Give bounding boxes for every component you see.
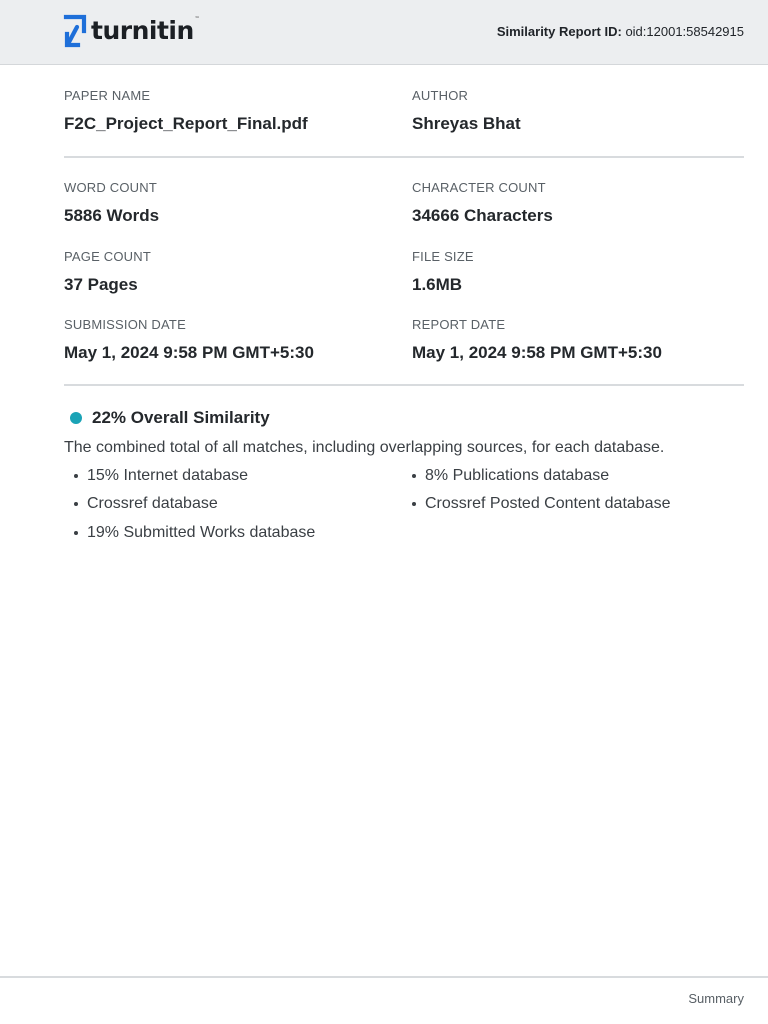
word-count-label: WORD COUNT <box>64 180 157 195</box>
submission-date-label: SUBMISSION DATE <box>64 317 186 332</box>
page-count-field <box>64 249 151 296</box>
submission-date-value: May 1, 2024 9:58 PM GMT+5:30 <box>64 343 314 362</box>
report-id-value: oid:12001:58542915 <box>625 24 744 39</box>
similarity-description: The combined total of all matches, including overlapping sources, for each database. <box>64 439 665 456</box>
database-list-item <box>74 524 315 542</box>
character-count-value: 34666 Characters <box>412 206 553 225</box>
bullet-icon <box>74 531 78 535</box>
author-value: Shreyas Bhat <box>412 114 521 133</box>
file-size-value: 1.6MB <box>412 275 463 294</box>
paper-name-field <box>64 88 308 135</box>
submission-date-field <box>64 317 314 364</box>
page-count-label: PAGE COUNT <box>64 249 151 264</box>
character-count-label: CHARACTER COUNT <box>412 180 546 195</box>
bullet-icon <box>74 502 78 506</box>
author-label: AUTHOR <box>412 88 469 103</box>
report-date-field <box>412 317 662 364</box>
database-list-item <box>74 495 218 513</box>
word-count-field <box>64 180 159 227</box>
database-label: 15% Internet database <box>87 467 249 484</box>
database-list-item <box>412 467 609 485</box>
paper-name-value: F2C_Project_Report_Final.pdf <box>64 114 308 133</box>
similarity-report-id <box>497 24 744 39</box>
paper-name-label: PAPER NAME <box>64 88 151 103</box>
database-label: Crossref Posted Content database <box>425 495 671 512</box>
section-divider <box>64 384 744 386</box>
report-header <box>0 0 768 65</box>
turnitin-logo-icon <box>63 14 87 50</box>
author-field <box>412 88 521 135</box>
footer-section-label: Summary <box>688 991 744 1006</box>
page-count-value: 37 Pages <box>64 275 138 294</box>
overall-similarity-heading <box>70 408 270 428</box>
bullet-icon <box>412 474 416 478</box>
turnitin-logo <box>63 14 199 50</box>
overall-similarity-title: 22% Overall Similarity <box>92 408 270 427</box>
logo-wordmark: turnitin™ <box>91 15 200 45</box>
database-label: 19% Submitted Works database <box>87 524 316 541</box>
character-count-field <box>412 180 553 227</box>
database-list-item <box>74 467 248 485</box>
section-divider <box>64 156 744 158</box>
word-count-value: 5886 Words <box>64 206 160 225</box>
database-label: Crossref database <box>87 495 218 512</box>
database-label: 8% Publications database <box>425 467 610 484</box>
database-list-item <box>412 495 670 513</box>
bullet-icon <box>74 474 78 478</box>
report-date-value: May 1, 2024 9:58 PM GMT+5:30 <box>412 343 662 362</box>
report-date-label: REPORT DATE <box>412 317 506 332</box>
file-size-label: FILE SIZE <box>412 249 474 264</box>
footer-divider <box>0 976 768 978</box>
file-size-field <box>412 249 474 296</box>
report-id-label: Similarity Report ID: <box>496 24 622 39</box>
bullet-icon <box>412 502 416 506</box>
similarity-dot-icon <box>70 412 82 424</box>
